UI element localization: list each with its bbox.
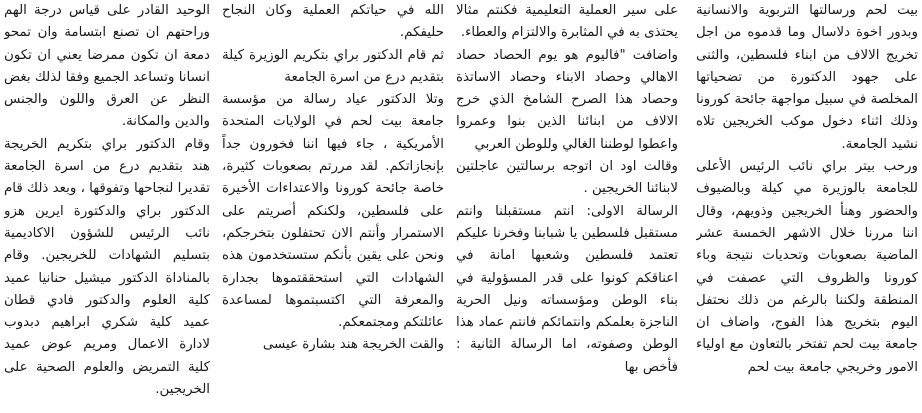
paragraph: وقالت اود ان اتوجه برسالتين عاجلتين لابنائنا الخريجين .: [456, 159, 678, 197]
paragraph: الله في حياتكم العملية وكان النجاح حليفكم.: [222, 3, 444, 41]
paragraph: والقت الخريجة هند بشارة عيسى: [262, 337, 444, 353]
paragraph: بيت لحم ورسالتها التربوية والانسانية وبدور اخوة دلاسال وما قدموه من اجل تخريج الالاف من ابناء فلسطين، والثنى على جهود الدكتورة من تضحياتها المخلصة في سبيل مواجهة جائحة كورونا وذلك اثناء دخول موكب الخريجين تلاه نشيد الجامعة.: [696, 3, 918, 152]
paragraph: وتلا الدكتور عياد رسالة من مؤسسة جامعة بيت لحم في الولايات المتحدة الأمريكية ، جاء فيها اننا فخورون جداً بإنجازاتكم. لقد مررتم بصعوبات كثيرة، خاصة جائحة كورونا والاعتداءات الأخيرة على فلسطين، ولكنكم أصريتم على الاستمرار وأنتم الان تحتفلون بتخرجكم، ونحن على يقين بأنكم ستستخدمون هذه الشهادات التي استحققتموها بجدارة والمعرفة التي اكتسبتموها لمساعدة عائلتكم ومجتمعكم.: [222, 92, 444, 331]
article-column-2: [456, 0, 678, 413]
paragraph: وقام الدكتور براي بتكريم الخريجة هند بتقديم درع من اسرة الجامعة تقديرا لنجاحها وتفوقها ، وبعد ذلك قام الدكتور براي والدكتورة ايرين هزو نائب الرئيس للشؤون الاكاديمية بتسليم الشهادات للخريجين. وقام بالمناداة الدكتور ميشيل حنانيا عميد كلية العلوم والدكتور فادي قطان عميد كلية شكري ابراهيم دبدوب لادارة الاعمال ومريم عوض عميد كلية التمريض والعلوم الصحية على الخريجين.: [4, 136, 210, 398]
paragraph: الوحيد القادر على قياس درجة الهم وراحتهم ان تصنع ابتسامة وان تمحو دمعة ان تكون ممرضا يعني ان تكون انسانا وتساعد الجميع وفقا لذلك بغض النظر عن العرق واللون والجنس والدين والمكانة.: [4, 3, 210, 130]
paragraph: ورحب بيتر براي نائب الرئيس الأعلى للجامعة بالوزيرة مي كيلة وبالضيوف والحضور وهنأ الخريجين وذويهم، وقال اننا مررنا خلال الاشهر الخمسة عشر الماضية بصعوبات وتحديات نتيجة وباء كورونا والظروف التي عصفت في المنطقة ولكننا بالرغم من ذلك نحتفل اليوم بتخريج هذا الفوج، واضاف ان جامعة بيت لحم تفتخر بالتعاون مع اولياء الامور وخريجي جامعة بيت لحم: [696, 159, 918, 375]
article-column-4: [4, 0, 210, 413]
article-column-3: [222, 0, 444, 413]
paragraph: على سير العملية التعليمية فكنتم مثالا يحتذى به في المثابرة والالتزام والعطاء.: [456, 3, 678, 41]
paragraph: الرسالة الاولى: انتم مستقبلنا وانتم مستقبل فلسطين يا شبابنا وفخرنا عليكم تعتمد فلسطين وشعبها امانة في اعناقكم كونوا على قدر المسؤولية في بناء الوطن ومؤسساته ونيل الحرية الناجزة بعلمكم وانتمائكم فانتم عماد هذا الوطن وصفوته، اما الرسالة الثانية : فأخص بها: [456, 203, 678, 375]
article-column-1: [696, 0, 918, 413]
paragraph: ثم قام الدكتور براي بتكريم الوزيرة كيلة بتقديم درع من اسرة الجامعة: [222, 47, 444, 85]
paragraph: واضافت "فاليوم هو يوم الحصاد حصاد الاهالي وحصاد الابناء وحصاد الاساتذة وحصاد هذا الصرح الشامخ الذي خرج الالاف من ابنائنا الذين بنوا وعمروا واعطوا لوطننا الغالي وللوطن العربي: [456, 47, 678, 152]
